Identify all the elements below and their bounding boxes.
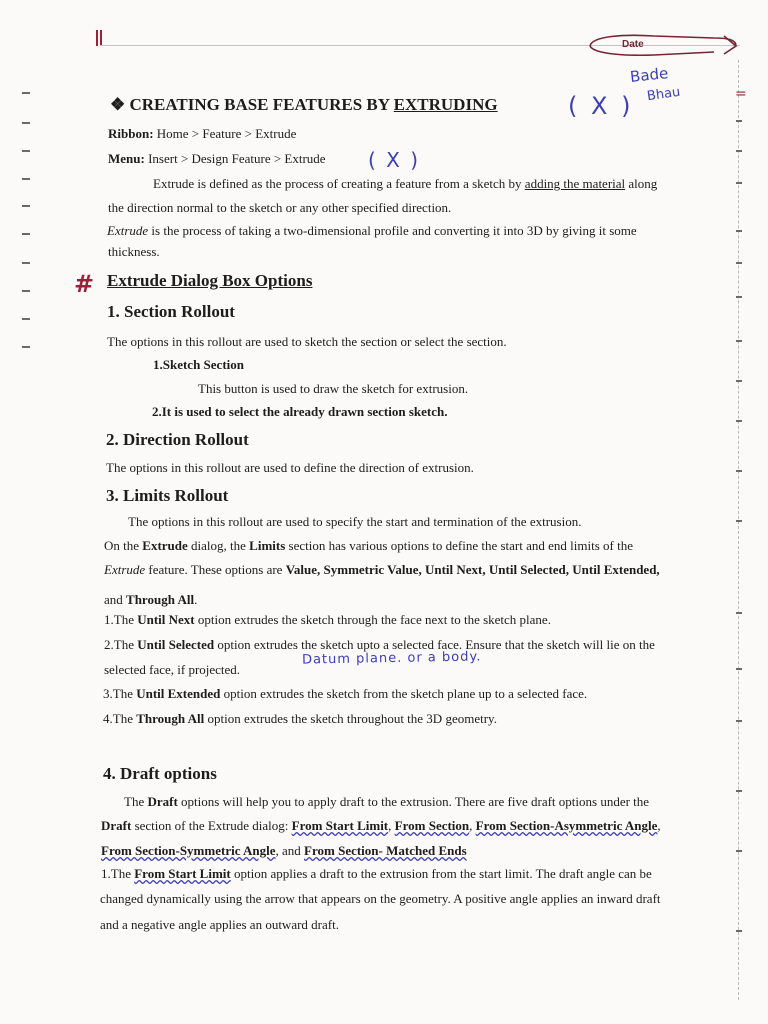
margin-tick bbox=[736, 380, 742, 382]
section-heading: 2. Direction Rollout bbox=[106, 430, 249, 449]
text-run-bold-underlined: From Section bbox=[394, 818, 470, 833]
text-run: section of the Extrude dialog: bbox=[131, 818, 292, 833]
list-item-continued: selected face, if projected. bbox=[104, 662, 241, 677]
text-run-underlined: adding the material bbox=[524, 176, 626, 191]
intro-line: the direction normal to the sketch or any other specified direction. bbox=[108, 200, 452, 215]
section-heading: 3. Limits Rollout bbox=[106, 486, 229, 505]
ribbon-line bbox=[108, 126, 296, 142]
text-run: Extrude is defined as the process of creating a feature from a sketch by bbox=[153, 176, 525, 191]
ribbon-path: Home > Feature > Extrude bbox=[153, 126, 297, 141]
intro-line: thickness. bbox=[108, 244, 160, 259]
text-run-bold: Until Selected bbox=[137, 637, 215, 652]
body-line bbox=[101, 818, 661, 834]
margin-tick bbox=[736, 296, 742, 298]
list-item bbox=[104, 637, 655, 653]
margin-tick bbox=[736, 182, 742, 184]
margin-tick bbox=[22, 205, 30, 207]
margin-tick bbox=[22, 290, 30, 292]
right-rule bbox=[738, 60, 740, 1000]
text-run: 1.The bbox=[101, 866, 135, 881]
margin-tick bbox=[22, 346, 30, 348]
text-run: 2.The bbox=[104, 637, 138, 652]
text-run: option extrudes the sketch upto a selected face. Ensure that the sketch will lie on the bbox=[214, 637, 655, 652]
date-stamp-outline bbox=[584, 30, 744, 62]
handwritten-bade: Bade bbox=[629, 64, 670, 86]
text-run: and bbox=[104, 592, 127, 607]
text-run: 1.The bbox=[104, 612, 138, 627]
margin-tick bbox=[736, 612, 742, 614]
text-run-bold-underlined: From Start Limit bbox=[291, 818, 389, 833]
handwritten-equals-mark: = bbox=[735, 86, 747, 102]
text-run-bold-underlined: From Section-Symmetric Angle bbox=[101, 843, 276, 858]
margin-tick bbox=[22, 122, 30, 124]
ribbon-label: Ribbon: bbox=[108, 126, 154, 141]
margin-tick bbox=[736, 420, 742, 422]
text-run: option extrudes the sketch through the face next to the sketch plane. bbox=[194, 612, 551, 627]
body-line bbox=[101, 866, 652, 882]
handwritten-x-mark: ( X ) bbox=[368, 148, 421, 172]
margin-tick bbox=[22, 262, 30, 264]
text-run-bold: Limits bbox=[249, 538, 286, 553]
text-run-bold-underlined: From Section- Matched Ends bbox=[304, 843, 467, 858]
margin-tick bbox=[22, 318, 30, 320]
text-run: . bbox=[194, 592, 198, 607]
margin-tick bbox=[736, 720, 742, 722]
list-item bbox=[103, 686, 587, 702]
text-run: , bbox=[388, 818, 395, 833]
margin-tick bbox=[736, 470, 742, 472]
text-run-bold: Draft bbox=[147, 794, 178, 809]
body-line: changed dynamically using the arrow that appears on the geometry. A positive angle applies an inward draft bbox=[100, 891, 661, 906]
margin-tick bbox=[736, 230, 742, 232]
text-run: , bbox=[469, 818, 476, 833]
text-run: , bbox=[657, 818, 661, 833]
text-run: is the process of taking a two-dimensional profile and converting it into 3D by giving it some bbox=[148, 223, 637, 238]
body-line: and a negative angle applies an outward draft. bbox=[100, 917, 339, 932]
text-run-bold: Value, Symmetric Value, Until Next, Until Selected, Until Extended, bbox=[285, 562, 660, 577]
margin-tick bbox=[736, 930, 742, 932]
margin-tick bbox=[22, 92, 30, 94]
text-run-bold: Draft bbox=[101, 818, 132, 833]
text-run-bold: Extrude bbox=[142, 538, 188, 553]
margin-tick bbox=[736, 668, 742, 670]
margin-tick bbox=[736, 262, 742, 264]
handwritten-hash: # bbox=[74, 270, 95, 298]
margin-tick bbox=[22, 178, 30, 180]
margin-tick bbox=[736, 340, 742, 342]
text-run-bold: Through All bbox=[136, 711, 205, 726]
date-label: Date bbox=[622, 39, 644, 50]
margin-tick bbox=[736, 850, 742, 852]
margin-tick bbox=[22, 150, 30, 152]
margin-tick bbox=[736, 120, 742, 122]
body-line: The options in this rollout are used to define the direction of extrusion. bbox=[106, 460, 474, 475]
text-run-bold: Through All bbox=[126, 592, 195, 607]
page-title bbox=[110, 95, 498, 115]
handwritten-note: Datum plane. or a body. bbox=[301, 649, 482, 668]
text-run: The bbox=[124, 794, 148, 809]
text-run: along bbox=[625, 176, 658, 191]
text-run: section has various options to define the start and end limits of the bbox=[285, 538, 633, 553]
text-run-italic: Extrude bbox=[104, 562, 146, 577]
body-line bbox=[104, 538, 633, 554]
handwritten-bhau: Bhau bbox=[646, 84, 682, 105]
title-prefix: ❖ CREATING BASE FEATURES BY bbox=[110, 95, 394, 114]
text-run: , and bbox=[275, 843, 305, 858]
sub-item: 1.Sketch Section bbox=[153, 357, 244, 372]
text-run: option extrudes the sketch from the sketch plane up to a selected face. bbox=[220, 686, 588, 701]
body-line: The options in this rollout are used to sketch the section or select the section. bbox=[107, 334, 507, 349]
body-line bbox=[104, 562, 660, 578]
margin-tick bbox=[736, 520, 742, 522]
text-run-bold: Until Extended bbox=[136, 686, 221, 701]
intro-line bbox=[107, 223, 637, 239]
text-run-italic: Extrude bbox=[107, 223, 149, 238]
intro-line bbox=[153, 176, 657, 192]
text-run-bold-underlined: From Start Limit bbox=[134, 866, 231, 881]
section-heading: Extrude Dialog Box Options bbox=[107, 271, 313, 290]
section-heading: 4. Draft options bbox=[103, 764, 217, 783]
list-item bbox=[103, 711, 497, 727]
text-run: feature. These options are bbox=[145, 562, 286, 577]
sub-item: 2.It is used to select the already drawn section sketch. bbox=[152, 404, 448, 419]
title-emphasis: EXTRUDING bbox=[393, 95, 498, 114]
handwritten-x-mark: ( X ) bbox=[568, 92, 634, 120]
text-run: option applies a draft to the extrusion from the start limit. The draft angle can be bbox=[230, 866, 652, 881]
text-run: dialog, the bbox=[187, 538, 250, 553]
body-line bbox=[101, 843, 467, 859]
text-run: On the bbox=[104, 538, 143, 553]
text-run-bold-underlined: From Section-Asymmetric Angle bbox=[475, 818, 658, 833]
margin-line bbox=[96, 30, 98, 46]
margin-tick bbox=[22, 233, 30, 235]
body-line: The options in this rollout are used to specify the start and termination of the extrusion. bbox=[128, 514, 582, 529]
margin-line bbox=[100, 30, 102, 46]
menu-line bbox=[108, 151, 326, 167]
body-line: This button is used to draw the sketch for extrusion. bbox=[198, 381, 469, 396]
menu-path: Insert > Design Feature > Extrude bbox=[144, 151, 326, 166]
text-run: 3.The bbox=[103, 686, 137, 701]
margin-tick bbox=[736, 150, 742, 152]
menu-label: Menu: bbox=[108, 151, 145, 166]
text-run: 4.The bbox=[103, 711, 137, 726]
text-run-bold: Until Next bbox=[137, 612, 195, 627]
margin-tick bbox=[736, 790, 742, 792]
section-heading: 1. Section Rollout bbox=[107, 302, 235, 321]
body-line bbox=[104, 592, 197, 608]
text-run: option extrudes the sketch throughout the 3D geometry. bbox=[204, 711, 497, 726]
text-run: options will help you to apply draft to the extrusion. There are five draft options under the bbox=[177, 794, 650, 809]
list-item bbox=[104, 612, 551, 628]
body-line bbox=[124, 794, 649, 810]
